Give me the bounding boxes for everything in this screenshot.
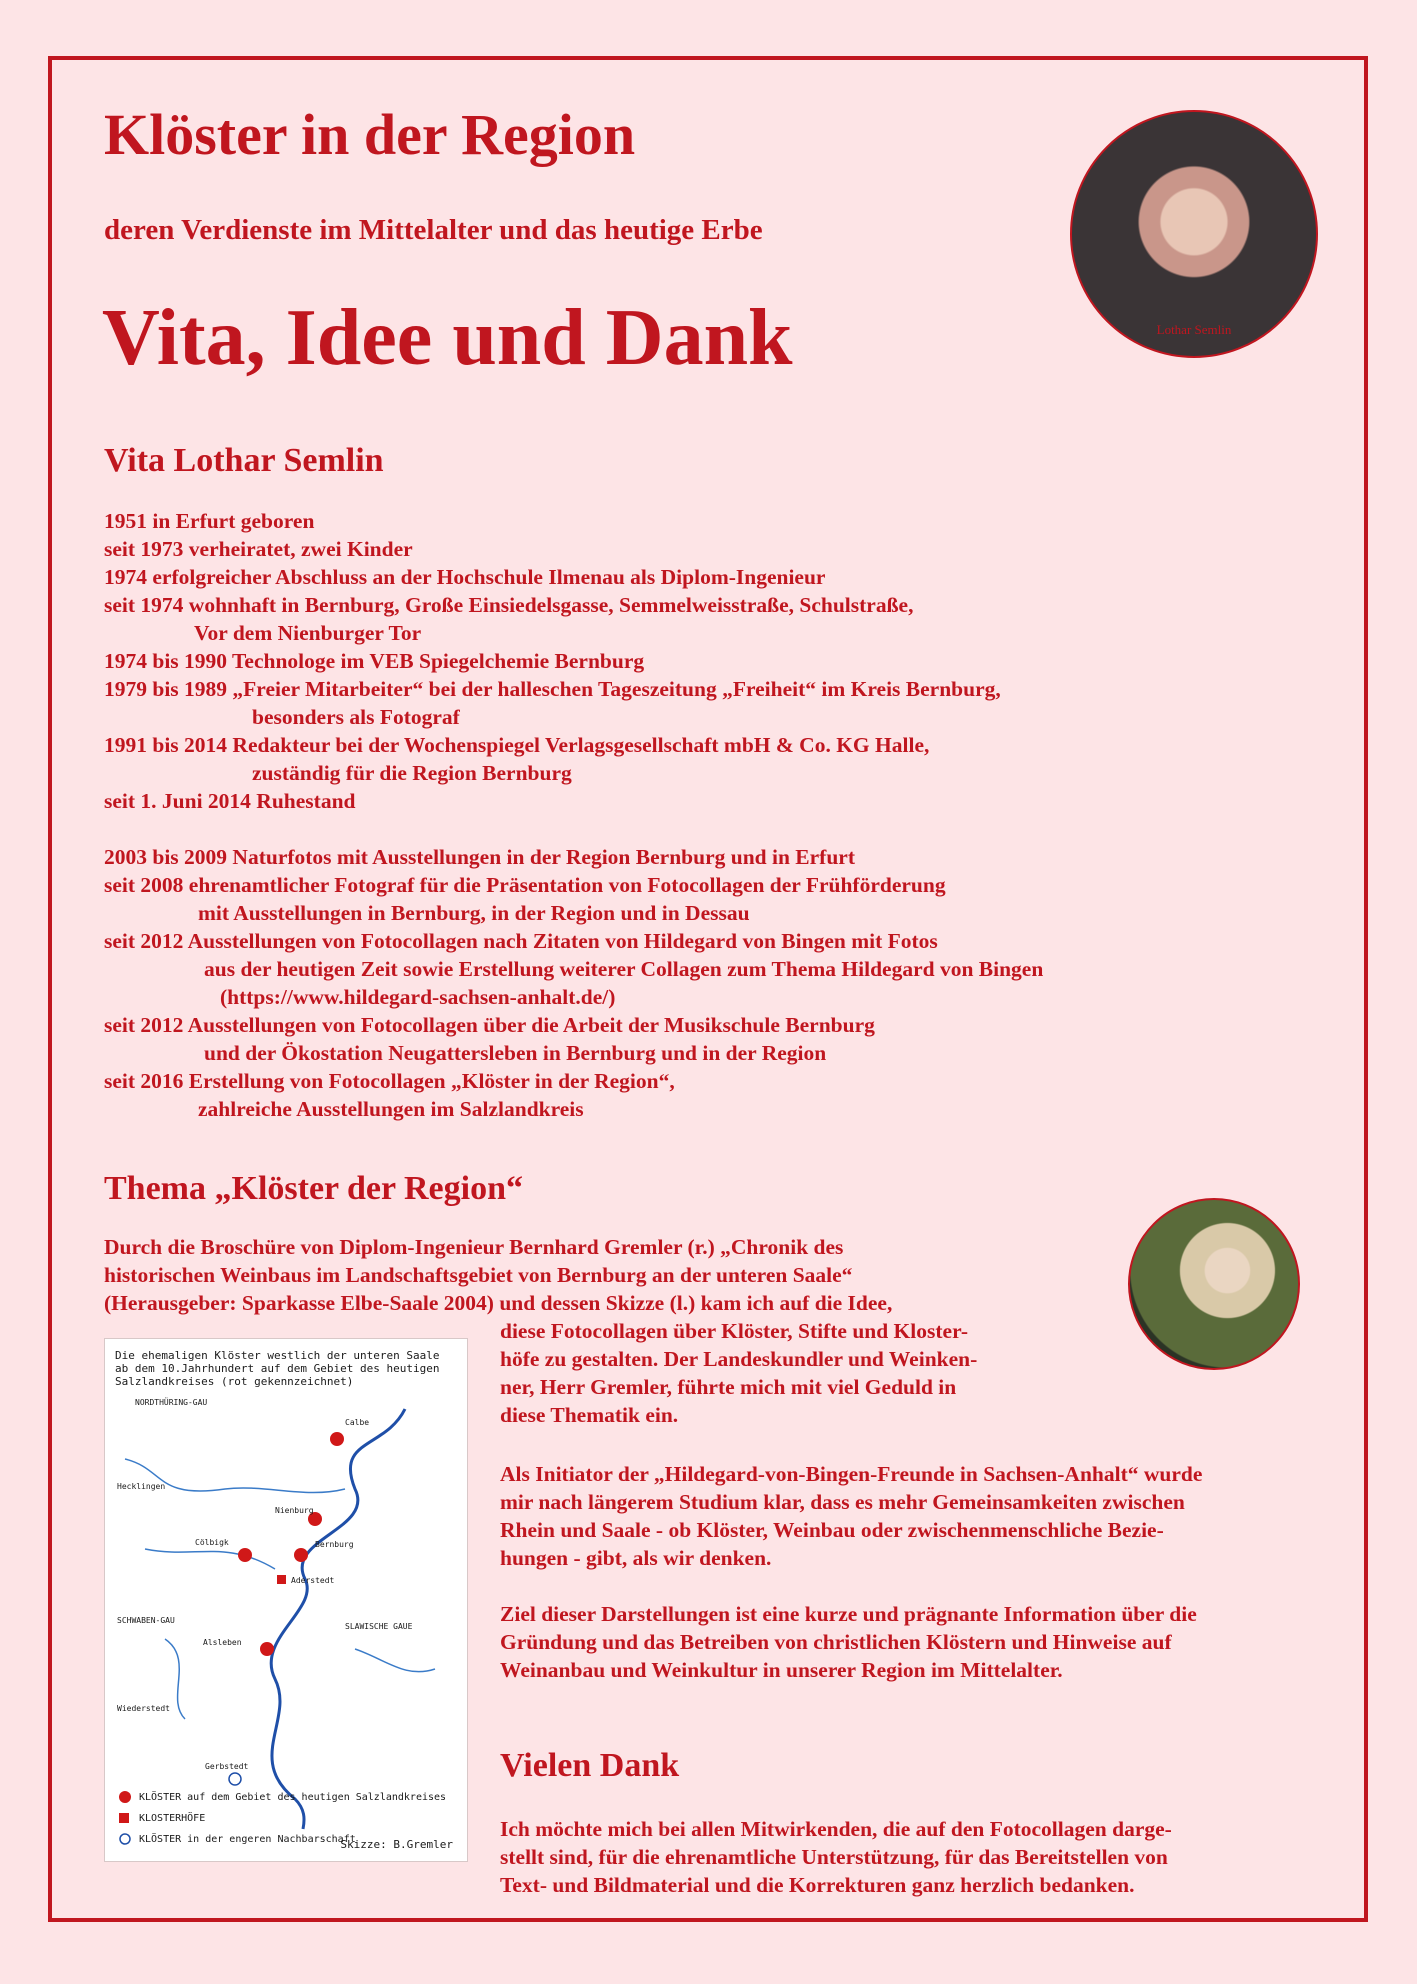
monastery-map-sketch [104,1338,468,1862]
vita-line: besonders als Fotograf [252,705,460,729]
dank-paragraph [500,1815,1172,1899]
map-label: Cölbigk [195,1538,229,1547]
vita-list-2 [104,843,1043,1123]
wipper-river [145,1549,275,1569]
vita-line: 1979 bis 1989 „Freier Mitarbeiter“ bei der halleschen Tageszeitung „Freiheit“ im Kreis Bernburg, [104,677,1001,701]
dank-line: Text- und Bildmaterial und die Korrekturen ganz herzlich bedanken. [500,1873,1135,1897]
portrait-lothar-semlin [1070,110,1318,358]
thema-line: mir nach längerem Studium klar, dass es mehr Gemeinsamkeiten zwischen [500,1490,1185,1514]
legend-klosterhof-marker [119,1813,129,1823]
thema-line: hungen - gibt, als wir denken. [500,1546,772,1570]
vita-line: 2003 bis 2009 Naturfotos mit Ausstellungen in der Region Bernburg und in Erfurt [104,845,855,869]
map-label: SCHWABEN-GAU [117,1616,175,1625]
vita-line: zahlreiche Ausstellungen im Salzlandkreis [198,1097,584,1121]
vita-line: seit 2008 ehrenamtlicher Fotograf für die Präsentation von Fotocollagen der Frühförderung [104,873,946,897]
vita-line: 1974 bis 1990 Technologe im VEB Spiegelchemie Bernburg [104,649,645,673]
map-label: Gerbstedt [205,1762,249,1771]
portrait-caption: Lothar Semlin [1156,322,1232,337]
vita-line: 1974 erfolgreicher Abschluss an der Hochschule Ilmenau als Diplom-Ingenieur [104,565,826,589]
bernburg-marker [294,1548,308,1562]
aderstedt-marker [277,1575,286,1584]
dank-heading: Vielen Dank [500,1747,680,1784]
vita-line: seit 2012 Ausstellungen von Fotocollagen über die Arbeit der Musikschule Bernburg [104,1013,875,1037]
legend-nachbarschaft: KLÖSTER in der engeren Nachbarschaft [139,1834,356,1845]
thema-line: Weinanbau und Weinkultur in unserer Region im Mittelalter. [500,1658,1063,1682]
thema-paragraph-3 [500,1600,1197,1684]
thema-line: (Herausgeber: Sparkasse Elbe-Saale 2004) und dessen Skizze (l.) kam ich auf die Idee, [104,1291,893,1315]
alsleben-marker [260,1642,274,1656]
dank-line: stellt sind, für die ehrenamtliche Unterstützung, für das Bereitstellen von [500,1845,1168,1869]
gerbstedt-marker [229,1773,241,1785]
vita-line: zuständig für die Region Bernburg [252,761,572,785]
map-label: Hecklingen [117,1482,166,1491]
vita-line: mit Ausstellungen in Bernburg, in der Region und in Dessau [198,901,750,925]
vita-line: 1951 in Erfurt geboren [104,509,315,533]
vita-line: seit 1. Juni 2014 Ruhestand [104,789,356,813]
map-drawing [105,1339,467,1861]
legend-kloster: KLÖSTER auf dem Gebiet des heutigen Salzlandkreises [139,1792,447,1803]
thema-line: ner, Herr Gremler, führte mich mit viel Geduld in [500,1375,957,1399]
map-label: Aderstedt [291,1576,335,1585]
map-label: NORDTHÜRING-GAU [135,1398,208,1407]
vita-line: 1991 bis 2014 Redakteur bei der Wochenspiegel Verlagsgesellschaft mbH & Co. KG Halle, [104,733,930,757]
map-label: Alsleben [203,1638,242,1647]
thema-line: diese Thematik ein. [500,1403,679,1427]
map-label: SLAWISCHE GAUE [345,1622,413,1631]
thema-line: Rhein und Saale - ob Klöster, Weinbau oder zwischenmenschliche Bezie- [500,1518,1164,1542]
thema-line: diese Fotocollagen über Klöster, Stifte und Kloster- [500,1319,968,1343]
legend-klosterhoefe: KLOSTERHÖFE [139,1813,206,1824]
thema-intro [104,1233,892,1317]
map-label: Nienburg [275,1506,314,1515]
dank-line: Ich möchte mich bei allen Mitwirkenden, die auf den Fotocollagen darge- [500,1817,1172,1841]
thema-line: höfe zu gestalten. Der Landeskundler und Weinken- [500,1347,978,1371]
legend-kloster-marker [119,1791,131,1803]
page-subtitle: deren Verdienste im Mittelalter und das heutige Erbe [104,214,763,246]
thema-heading: Thema „Klöster der Region“ [104,1170,523,1207]
vita-line: seit 1973 verheiratet, zwei Kinder [104,537,413,561]
map-label: Bernburg [315,1540,354,1549]
calbe-marker [330,1432,344,1446]
thema-line: Durch die Broschüre von Diplom-Ingenieur Bernhard Gremler (r.) „Chronik des [104,1235,844,1259]
vita-line: (https://www.hildegard-sachsen-anhalt.de/) [220,985,616,1009]
thema-line: historischen Weinbaus im Landschaftsgebiet von Bernburg an der unteren Saale“ [104,1263,853,1287]
vita-line: aus der heutigen Zeit sowie Erstellung weiterer Collagen zum Thema Hildegard von Bingen [204,957,1044,981]
page-title: Klöster in der Region [104,102,636,167]
vita-line: und der Ökostation Neugattersleben in Bernburg und in der Region [204,1041,827,1065]
portrait-bernhard-gremler [1128,1198,1300,1370]
thema-line: Als Initiator der „Hildegard-von-Bingen-Freunde in Sachsen-Anhalt“ wurde [500,1462,1203,1486]
vita-line: seit 2012 Ausstellungen von Fotocollagen nach Zitaten von Hildegard von Bingen mit Fotos [104,929,938,953]
thema-line: Ziel dieser Darstellungen ist eine kurze und prägnante Information über die [500,1602,1197,1626]
vita-line: seit 1974 wohnhaft in Bernburg, Große Einsiedelsgasse, Semmelweisstraße, Schulstraße, [104,593,914,617]
saale-river [271,1409,405,1829]
thema-continued [500,1317,977,1429]
map-label: Wiederstedt [117,1704,170,1713]
legend-neighbour-marker [120,1834,130,1844]
map-label: Calbe [345,1418,370,1427]
fuhne-stream [355,1649,435,1672]
section-title: Vita, Idee und Dank [102,294,793,382]
coelbigk-marker [238,1548,252,1562]
map-title: Die ehemaligen Klöster westlich der unteren Saale ab dem 10.Jahrhundert auf dem Gebiet des heutigen Salzlandkreises (rot gekennzeichnet) [115,1349,440,1388]
thema-paragraph-2 [500,1460,1202,1572]
map-credit: Skizze: B.Gremler [340,1838,453,1851]
vita-heading: Vita Lothar Semlin [104,442,384,479]
vita-list [104,507,1001,815]
vita-line: Vor dem Nienburger Tor [194,621,422,645]
vita-line: seit 2016 Erstellung von Fotocollagen „Klöster in der Region“, [104,1069,675,1093]
thema-line: Gründung und das Betreiben von christlichen Klöstern und Hinweise auf [500,1630,1172,1654]
